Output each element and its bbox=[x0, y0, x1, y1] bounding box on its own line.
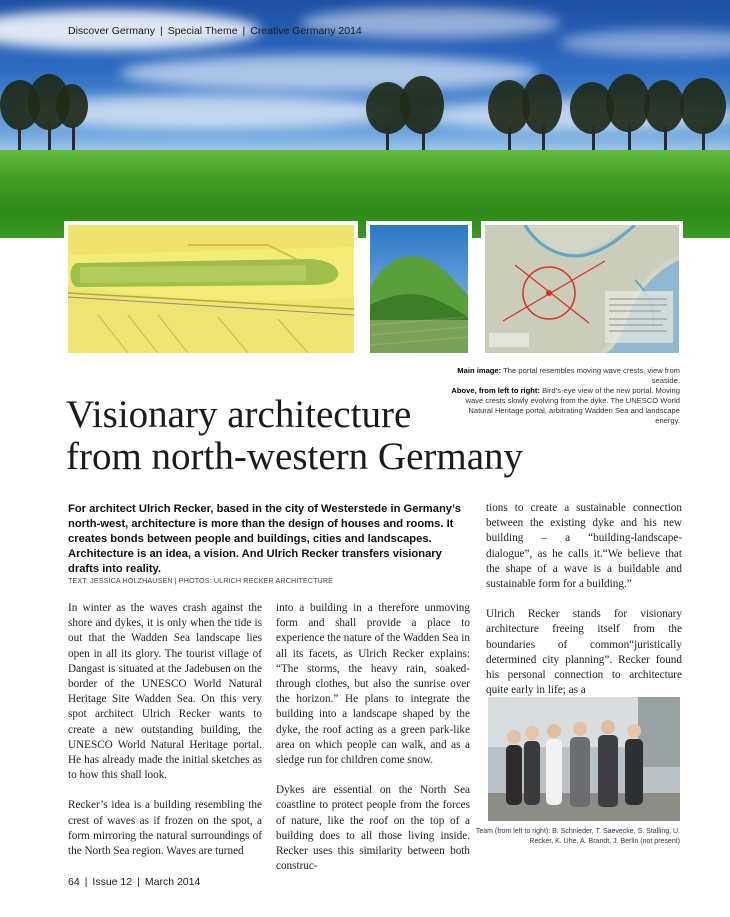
breadcrumb-item: Special Theme bbox=[167, 25, 238, 37]
article-title bbox=[66, 394, 586, 478]
breadcrumb: Discover Germany | Special Theme | Creative Germany 2014 bbox=[68, 25, 362, 37]
page-footer: 64 | Issue 12 | March 2014 bbox=[68, 876, 201, 888]
caption-main-label: Main image: bbox=[457, 366, 502, 375]
paragraph: In winter as the waves crash against the shore and dykes, it is only when the tide is out that the Wadden Sea landscape lies open in all its glory. The tourist village of Dangast is situated at the Jadebusen on the border of the UNESCO World Natural Heritage Site Wadden Sea. On this very spot architect Ulrich Recker wants to create a new outstanding building, the UNESCO World Natural Heritage portal. He has already made the initial sketches as to how this shall look. bbox=[68, 602, 262, 782]
thumbnail-wave-crests bbox=[366, 221, 472, 357]
paragraph: Dykes are essential on the North Sea coastline to protect people from the forces of nature, like the roof on the top of a building does to all those living inside. Recker uses this similarity between both construc- bbox=[276, 784, 470, 873]
hero-image bbox=[0, 0, 730, 238]
title-line-2: from north-western Germany bbox=[66, 435, 524, 478]
page-number: 64 bbox=[68, 876, 80, 888]
issue-date: March 2014 bbox=[144, 876, 201, 888]
text-column-2 bbox=[276, 601, 470, 889]
thumbnail-birds-eye-view bbox=[64, 221, 358, 357]
caption-above-text: Bird’s-eye view of the new portal. Moving wave crests slowly evolving from the dyke. The UNESCO World Natural Heritage portal, arbitrating Wadden Sea and landscape energy. bbox=[465, 386, 680, 425]
thumbnail-location-map bbox=[481, 221, 683, 357]
issue-number: Issue 12 bbox=[92, 876, 133, 888]
article-intro: For architect Ulrich Recker, based in the city of Westerstede in Germany’s north-west, architecture is more than the design of houses and rooms. It creates bonds between people and buildings, cities and landscapes. Architecture is an idea, a vision. And Ulrich Recker transfers visionary drafts into reality. bbox=[68, 503, 461, 575]
paragraph: into a building in a therefore unmoving form and shall provide a place to experience the nature of the Wadden Sea in all its facets, as Ulrich Recker explains: “The storms, the heavy rain, soaked-through clothes, but also the sunrise over the horizon.” He plans to integrate the building into a landscape shaped by the dyke, the roof acting as a green park-like area on which people can walk, and as a sledge run for children come snow. bbox=[276, 602, 470, 767]
paragraph: Recker’s idea is a building resembling the crest of waves as if frozen on the spot, a form mirroring the natural surroundings of the North Sea region. Waves are turned bbox=[68, 799, 262, 858]
paragraph: tions to create a sustainable connection between the existing dyke and his new building – a “building-landscape-dialogue”, as he calls it.“We believe that the shape of a wave is a buildable and sustainable form for a building.” bbox=[486, 502, 682, 591]
caption-above-label: Above, from left to right: bbox=[451, 386, 540, 395]
title-line-1: Visionary architecture bbox=[66, 393, 412, 436]
text-column-1 bbox=[68, 601, 262, 874]
team-caption: Team (from left to right): B. Schnieder, T. Saevecke, S. Stalling, U. Recker, K. Uhe, A. Brandt, J. Berlin (not present) bbox=[475, 828, 680, 845]
caption-main-text: The portal resembles moving wave crests, view from seaside. bbox=[503, 366, 680, 385]
paragraph: Ulrich Recker stands for visionary architecture freeing itself from the boundaries of common“juristically determined city planning”. Recker found his personal connection to architecture quite early in life; as a bbox=[486, 608, 682, 697]
text-column-3 bbox=[486, 501, 682, 713]
breadcrumb-item: Discover Germany bbox=[68, 25, 155, 37]
breadcrumb-item: Creative Germany 2014 bbox=[250, 25, 362, 37]
team-photo bbox=[488, 697, 680, 821]
article-credit: TEXT: JESSICA HOLZHAUSEN | PHOTOS: ULRICH RECKER ARCHITECTURE bbox=[68, 576, 334, 585]
